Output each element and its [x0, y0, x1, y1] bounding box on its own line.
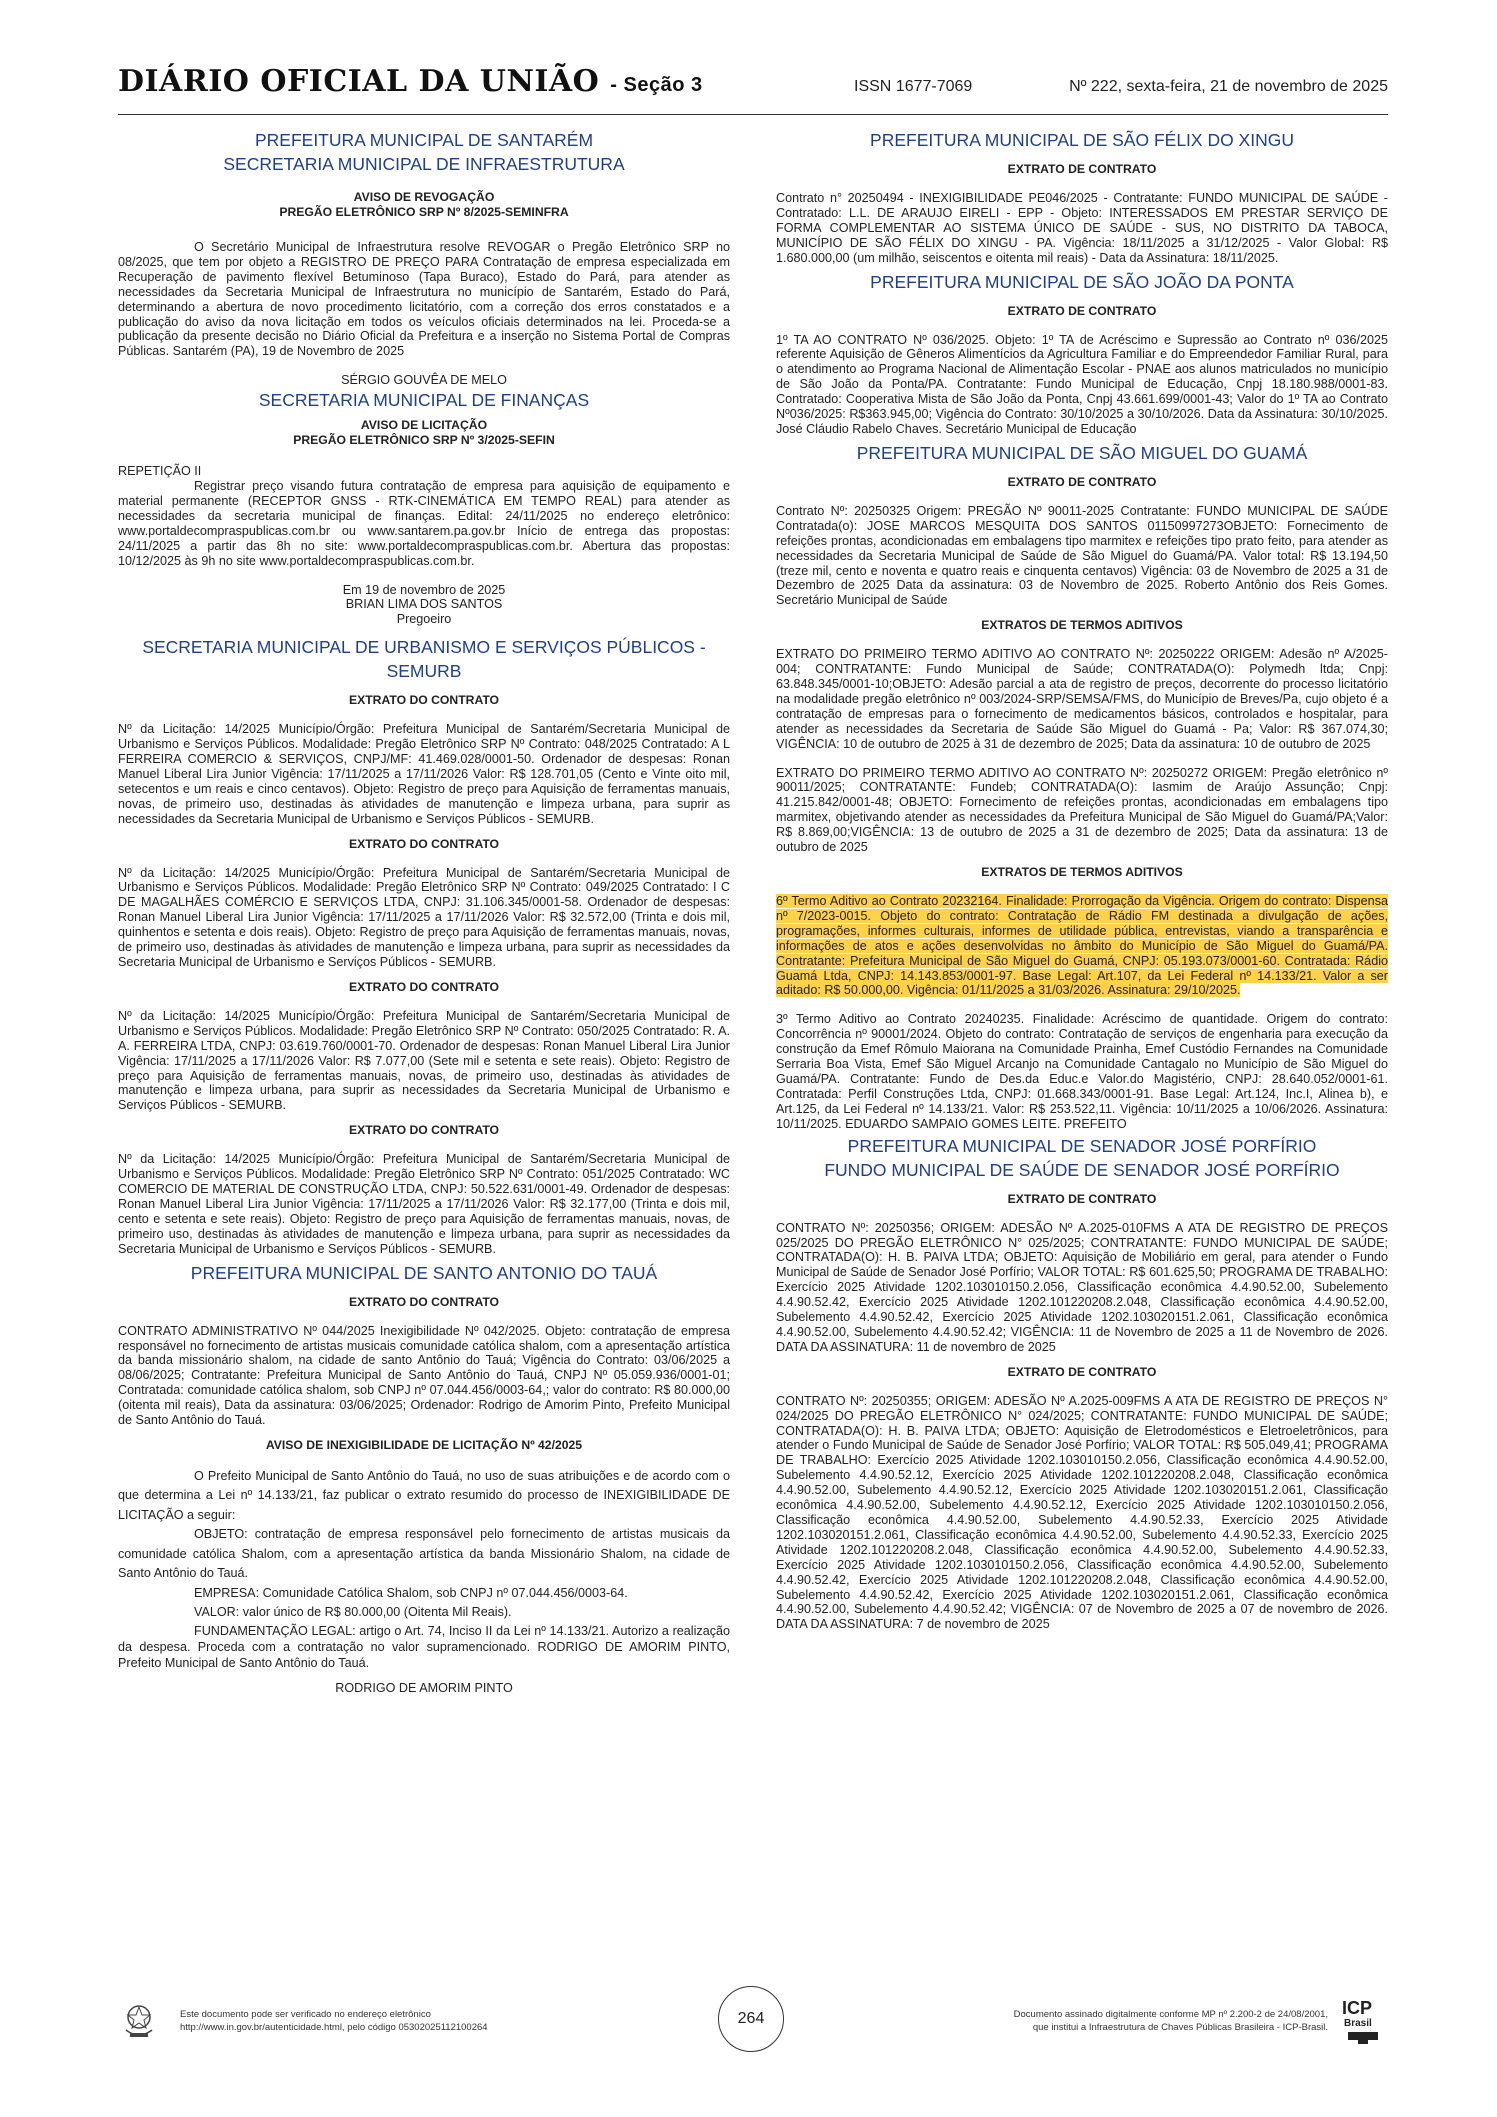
- icp-brasil-logo-icon: [1338, 1994, 1388, 2048]
- contract-extract: CONTRATO Nº: 20250356; ORIGEM: ADESÃO Nº A.2025-010FMS A ATA DE REGISTRO DE PREÇOS 025/2025 DO PREGÃO ELETRÔNICO N° 025/2025; CONTRATANTE: FUNDO MUNICIPAL DE SAÚDE; CONTRATADA(O): H. B. PAIVA LTDA; OBJETO: Aquisição de Mobiliário em geral, para atender o Fundo Municipal de Saúde de Senador José Porfírio; VALOR TOTAL: R$ 601.625,50; PROGRAMA DE TRABALHO: Exercício 2025 Atividade 1202.103010150.2.056, Classificação econômica 4.4.90.52.00, Subelemento 4.4.90.52.42, Exercício 2025 Atividade 1202.101220208.2.048, Classificação econômica 4.4.90.52.00, Subelemento 4.4.90.52.42, Exercício 2025 Atividade 1202.103020151.2.061, Classificação econômica 4.4.90.52.00, Subelemento 4.4.90.52.42; VIGÊNCIA: 11 de Novembro de 2025 a 11 de Novembro de 2026. DATA DA ASSINATURA: 11 de novembro de 2025: [776, 1220, 1388, 1354]
- section-title: EXTRATO DO CONTRATO: [348, 836, 500, 851]
- notice-subtitle: PREGÃO ELETRÔNICO SRP Nº 8/2025-SEMINFRA: [279, 205, 569, 219]
- org-heading: SECRETARIA MUNICIPAL DE URBANISMO E SERVIÇOS PÚBLICOS - SEMURB: [142, 637, 706, 682]
- coat-of-arms-icon: [118, 2000, 160, 2042]
- highlighted-amendment: [776, 894, 1388, 998]
- svg-text:ICP: ICP: [1342, 1998, 1373, 2018]
- org-heading: PREFEITURA MUNICIPAL DE SÃO MIGUEL DO GUAMÁ: [856, 442, 1308, 463]
- notice-body: VALOR: valor único de R$ 80.000,00 (Oitenta Mil Reais).: [194, 1605, 512, 1620]
- issn: ISSN 1677-7069: [854, 78, 973, 95]
- notice-body: O Secretário Municipal de Infraestrutura resolve REVOGAR o Pregão Eletrônico SRP no 08/2025, que tem por objeto a REGISTRO DE PREÇO PARA Contratação de empresa especializada em Recuperação de pavimento flexível Betuminoso (Tapa Buraco), Estado do Pará, para atender as necessidades da Secretaria Municipal de Infraestrutura no município de Santarém, Estado do Pará, determinando a abertura de novo procedimento licitatório, com a correção dos erros constatados e a publicação do aviso da nova licitação em todos os veículos oficiais determinados na lei. Proceda-se a publicação da presente decisão no Diário Oficial da Prefeitura e a inserção no Sistema Portal de Compras Públicas. Santarém (PA), 19 de Novembro de 2025: [118, 240, 730, 359]
- notice-body: O Prefeito Municipal de Santo Antônio do Tauá, no uso de suas atribuições e de acordo com o que determina a Lei nº 14.133/21, faz publicar o extrato resumido do processo de INEXIGIBILIDADE DE LICITAÇÃO a seguir:: [118, 1468, 730, 1522]
- amendment-extract: EXTRATO DO PRIMEIRO TERMO ADITIVO AO CONTRATO Nº: 20250222 ORIGEM: Adesão nº A/2025-004; CONTRATANTE: Fundo Municipal de Saúde; CONTRATADA(O): Polymedh ltda; Cnpj: 63.848.345/0001-10;OBJETO: Adesão parcial a ata de registro de preços, decorrente do processo licitatório na modalidade pregão eletrônico nº 003/2024-SRP/SEMSA/FMS, do Município de Breves/Pa, cujo objeto é a contratação de empresas para o fornecimento de medicamentos básicos, controlados e hospitalar, para atender as necessidades da Secretaria de Saúde São Miguel do Guamá - Pa; Valor: R$ 367.074,30; VIGÊNCIA: 10 de outubro de 2025 à 31 de dezembro de 2025; Data da assinatura: 10 de outubro de 2025: [776, 647, 1388, 751]
- org-heading: PREFEITURA MUNICIPAL DE SENADOR JOSÉ PORFÍRIO: [847, 1135, 1317, 1156]
- contract-extract: 1º TA AO CONTRATO Nº 036/2025. Objeto: 1º TA de Acréscimo e Supressão ao Contrato nº 036/2025 referente Aquisição de Gêneros Alimentícios da Agricultura Familiar e do Empreendedor Familiar Rural, para o atendimento ao Programa Nacional de Alimentação Escolar - PNAE aos alunos matriculados no município de São João da Ponta/PA. Contratante: Fundo Municipal de Educação, Cnpj 18.180.988/0001-83. Contratado: Cooperativa Mista de São João da Ponta, Cnpj 43.661.699/0001-43; Valor do 1º TA ao Contrato Nº036/2025: R$363.945,00; Vigência do Contrato: 30/10/2025 a 30/10/2026. Data da Assinatura: 30/10/2025. José Cláudio Rabelo Chaves. Secretário Municipal de Educação: [776, 332, 1388, 436]
- org-heading: PREFEITURA MUNICIPAL DE SÃO FÉLIX DO XINGU: [870, 130, 1294, 150]
- org-heading: PREFEITURA MUNICIPAL DE SANTARÉM: [254, 130, 594, 150]
- page-header: [118, 64, 1388, 115]
- notice-title: AVISO DE LICITAÇÃO: [360, 418, 488, 433]
- org-heading: SECRETARIA MUNICIPAL DE FINANÇAS: [258, 390, 590, 411]
- verification-link[interactable]: http://www.in.gov.br/autenticidade.html, pelo código 05302025112100264: [180, 2022, 488, 2033]
- journal-name: DIÁRIO OFICIAL DA UNIÃO: [118, 64, 600, 99]
- signature-line: Documento assinado digitalmente conforme MP nº 2.200-2 de 24/08/2001,: [1013, 2009, 1328, 2020]
- signer: BRIAN LIMA DOS SANTOS: [345, 597, 503, 612]
- notice-body: EMPRESA: Comunidade Católica Shalom, sob CNPJ nº 07.044.456/0003-64.: [194, 1585, 628, 1600]
- section-title: EXTRATO DE CONTRATO: [1007, 1364, 1157, 1379]
- contract-extract: Nº da Licitação: 14/2025 Município/Órgão: Prefeitura Municipal de Santarém/Secretaria Municipal de Urbanismo e Serviços Públicos. Modalidade: Pregão Eletrônico SRP Nº Contrato: 051/2025 Contratado: WC COMERCIO DE MATERIAL DE CONSTRUÇÃO LTDA, CNPJ: 50.522.631/0001-49. Ordenador de despesas: Ronan Manuel Liberal Lira Junior Vigência: 17/11/2025 a 17/11/2026 Valor: R$ 32.177,00 (Trinta e dois mil, cento e setenta e sete reais). Objeto: Registro de preço para Aquisição de ferramentas manuais, novas, de primeiro uso, destinadas às atividades de manutenção e limpeza urbana, para suprir as necessidades da Secretaria Municipal de Urbanismo e Serviços Públicos - SEMURB.: [118, 1152, 730, 1256]
- org-heading: PREFEITURA MUNICIPAL DE SÃO JOÃO DA PONTA: [870, 271, 1294, 292]
- signature-note: [1014, 2008, 1328, 2034]
- section-title: EXTRATO DE CONTRATO: [1007, 1191, 1157, 1206]
- right-column: [776, 128, 1388, 1632]
- verification-line: Este documento pode ser verificado no endereço eletrônico: [180, 2009, 431, 2020]
- section-title: EXTRATO DO CONTRATO: [348, 979, 500, 994]
- section-title: EXTRATOS DE TERMOS ADITIVOS: [981, 618, 1183, 633]
- org-heading: FUNDO MUNICIPAL DE SAÚDE DE SENADOR JOSÉ PORFÍRIO: [824, 1159, 1340, 1180]
- contract-extract: CONTRATO ADMINISTRATIVO Nº 044/2025 Inexigibilidade Nº 042/2025. Objeto: contratação de empresa responsável no fornecimento de artistas musicais comunidade católica shalom, com a apresentação artística da banda missionário shalom, na cidade de santo Antônio do Tauá; Vigência do Contrato: 03/06/2025 a 08/06/2025; Contratante: Prefeitura Municipal de Santo Antônio do Tauá, CNPJ Nº 05.059.936/0001-01; Contratada: comunidade católica shalom, sob CNPJ nº 07.044.456/0003-64,; valor do contrato: R$ 80.000,00 (oitenta mil reais), Data da assinatura: 03/06/2025; Ordenador: Rodrigo de Amorim Pinto, Prefeito Municipal de Santo Antônio do Tauá.: [118, 1323, 730, 1428]
- org-heading: PREFEITURA MUNICIPAL DE SANTO ANTONIO DO TAUÁ: [190, 1262, 658, 1283]
- signer: SÉRGIO GOUVÊA DE MELO: [341, 373, 507, 388]
- date-line: Em 19 de novembro de 2025: [342, 582, 506, 597]
- amendment-text: 6º Termo Aditivo ao Contrato 20232164. Finalidade: Prorrogação da Vigência. Origem do contrato: Dispensa nº 7/2023-0015. Objeto do contrato: Contratação de Rádio FM destinada a divulgação de ações, programações, informes culturais, informes de utilidade pública, entrevistas, viando a transparência e informações de atos e ações desenvolvidas no âmbito do Município de São Miguel do Guamá/PA. Contratante: Prefeitura Municipal de São Miguel do Guamá, CNPJ: 05.193.073/0001-60. Contratada: Rádio Guamá Ltda, CNPJ: 14.143.853/0001-97. Base Legal: Art.107, da Lei Federal nº 14.133/21. Valor a ser aditado: R$ 50.000,00. Vigência: 01/11/2025 a 31/03/2026. Assinatura: 29/10/2025.: [776, 894, 1388, 998]
- page-number: 264: [718, 1986, 784, 2052]
- page-footer: [118, 1986, 1388, 2056]
- section-title: EXTRATO DE CONTRATO: [1007, 303, 1157, 318]
- signer: RODRIGO DE AMORIM PINTO: [335, 1680, 513, 1695]
- section-title: EXTRATO DO CONTRATO: [348, 1294, 500, 1309]
- notice-body: OBJETO: contratação de empresa responsável pelo fornecimento de artistas musicais da comunidade católica Shalom, com a apresentação artística da banda Missionário Shalom, na cidade de Santo Antônio do Tauá.: [118, 1527, 730, 1581]
- notice-body: Registrar preço visando futura contratação de empresa para aquisição de equipamento e material permanente (RECEPTOR GNSS - RTK-CINEMÁTICA EM TEMPO REAL) para atender as necessidades da secretaria municipal de finanças. Edital: 24/11/2025 no endereço eletrônico: www.portaldecompraspublicas.com.br ou www.santarem.pa.gov.br Início de entrega das propostas: 24/11/2025 a partir das 8h no site: www.portaldecompraspublicas.com.br. Abertura das propostas: 10/12/2025 às 9h no site www.portaldecompraspublicas.com.br.: [118, 479, 730, 568]
- section-title: EXTRATO DE CONTRATO: [1007, 162, 1157, 176]
- org-heading: SECRETARIA MUNICIPAL DE INFRAESTRUTURA: [223, 154, 625, 174]
- journal-title: [118, 64, 703, 99]
- signature-line: que institui a Infraestrutura de Chaves Públicas Brasileira - ICP-Brasil.: [1032, 2022, 1328, 2033]
- left-column: [118, 128, 730, 1696]
- contract-extract: CONTRATO Nº: 20250355; ORIGEM: ADESÃO Nº A.2025-009FMS A ATA DE REGISTRO DE PREÇOS N° 024/2025 DO PREGÃO ELETRÔNICO N° 024/2025; CONTRATANTE: FUNDO MUNICIPAL DE SAÚDE; CONTRATADA(O): H. B. PAIVA LTDA; OBJETO: Aquisição de Eletrodomésticos e Eletroeletrônicos, para atender o Fundo Municipal de Saúde de Senador José Porfírio; VALOR TOTAL: R$ 505.049,41; PROGRAMA DE TRABALHO: Exercício 2025 Atividade 1202.103010150.2.056, Classificação econômica 4.4.90.52.00, Subelemento 4.4.90.52.12, Exercício 2025 Atividade 1202.101220208.2.048, Classificação econômica 4.4.90.52.00, Subelemento 4.4.90.52.12, Exercício 2025 Atividade 1202.103020151.2.061, Classificação econômica 4.4.90.52.00, Subelemento 4.4.90.52.12, Exercício 2025 Atividade 1202.103010150.2.056, Classificação econômica 4.4.90.52.00, Subelemento 4.4.90.52.33, Exercício 2025 Atividade 1202.103020151.2.061, Classificação econômica 4.4.90.52.00, Subelemento 4.4.90.52.33, Exercício 2025 Atividade 1202.101220208.2.048, Classificação econômica 4.4.90.52.00, Subelemento 4.4.90.52.33, Exercício 2025 Atividade 1202.103010150.2.056, Classificação econômica 4.4.90.52.00, Subelemento 4.4.90.52.42, Exercício 2025 Atividade 1202.101220208.2.048, Classificação econômica 4.4.90.52.00, Subelemento 4.4.90.52.42, Exercício 2025 Atividade 1202.103020151.2.061, Classificação econômica 4.4.90.52.00, Subelemento 4.4.90.52.42; VIGÊNCIA: 07 de Novembro de 2025 a 07 de novembro de 2026. DATA DA ASSINATURA: 7 de novembro de 2025: [776, 1393, 1388, 1632]
- journal-section: - Seção 3: [610, 74, 703, 96]
- section-title: EXTRATO DE CONTRATO: [1007, 474, 1157, 489]
- notice-title: AVISO DE REVOGAÇÃO: [353, 190, 495, 204]
- section-title: EXTRATO DO CONTRATO: [348, 1123, 500, 1138]
- section-title: EXTRATO DO CONTRATO: [348, 693, 500, 708]
- contract-extract: Contrato n° 20250494 - INEXIGIBILIDADE PE046/2025 - Contratante: FUNDO MUNICIPAL DE SAÚDE - Contratado: L.L. DE ARAUJO EIRELI - EPP - Objeto: INTERESSADOS EM PRESTAR SERVIÇO DE FORMA COMPLEMENTAR AO SISTEMA ÚNICO DE SAÚDE - SUS, NO DISTRITO DA TABOCA, MUNICÍPIO DE SÃO FÉLIX DO XINGU - PA. Vigência: 18/11/2025 a 31/12/2025 - Valor Global: R$ 1.680.000,00 (um milhão, seiscentos e oitenta mil reais) - Data da Assinatura: 18/11/2025.: [776, 191, 1388, 265]
- signer-role: Pregoeiro: [396, 612, 452, 627]
- section-title: EXTRATOS DE TERMOS ADITIVOS: [981, 865, 1183, 879]
- verification-note: [180, 2008, 488, 2034]
- contract-extract: Nº da Licitação: 14/2025 Município/Órgão: Prefeitura Municipal de Santarém/Secretaria Municipal de Urbanismo e Serviços Públicos. Modalidade: Pregão Eletrônico SRP Nº Contrato: 048/2025 Contratado: A L FERREIRA COMERCIO & SERVIÇOS, CNPJ/MF: 41.469.028/0001-50. Ordenador de despesas: Ronan Manuel Liberal Lira Junior Vigência: 17/11/2025 a 17/11/2026 Valor: R$ 128.701,05 (Cento e Vinte oito mil, setecentos e um reais e cinco centavos). Objeto: Registro de preço para Aquisição de ferramentas manuais, novas, de primeiro uso, destinadas às atividades de manutenção e limpeza urbana, para suprir as necessidades da Secretaria Municipal de Urbanismo e Serviços Públicos - SEMURB.: [118, 722, 730, 826]
- contract-extract: Contrato Nº: 20250325 Origem: PREGÃO Nº 90011-2025 Contratante: FUNDO MUNICIPAL DE SAÚDE Contratada(o): JOSE MARCOS MESQUITA DOS SANTOS 01150997273OBJETO: Fornecimento de refeições prontas, acondicionadas em embalagens tipo marmitex e refeições tipo prato feito, para atender as necessidades da Secretaria Municipal de Saúde de São Miguel do Guamá/PA. Valor total: R$ 13.194,50 (treze mil, cento e noventa e quatro reais e cinquenta centavos) Vigência: 03 de Novembro de 2025 a 31 de Dezembro de 2025 Data da assinatura: 03 de Novembro de 2025. Roberto Antônio dos Reis Gomes. Secretário Municipal de Saúde: [776, 503, 1388, 608]
- amendment-extract: EXTRATO DO PRIMEIRO TERMO ADITIVO AO CONTRATO Nº: 20250272 ORIGEM: Pregão eletrônico nº 90011/2025; CONTRATANTE: Fundeb; CONTRATADA(O): Iasmim de Araújo Assunção; Cnpj: 41.215.842/0001-48; OBJETO: Fornecimento de refeições prontas, acondicionadas em embalagens tipo marmitex, objetivando atender as necessidades da Prefeitura Municipal de São Miguel do Guamá/PA;Valor: R$ 8.869,00;VIGÊNCIA: 13 de outubro de 2025 a 31 de dezembro de 2025; Data da assinatura: 13 de outubro de 2025: [776, 765, 1388, 855]
- contract-extract: Nº da Licitação: 14/2025 Município/Órgão: Prefeitura Municipal de Santarém/Secretaria Municipal de Urbanismo e Serviços Públicos. Modalidade: Pregão Eletrônico SRP Nº Contrato: 049/2025 Contratado: I C DE MAGALHÃES COMÉRCIO E SERVIÇOS LTDA, CNPJ: 31.106.345/0001-58. Ordenador de despesas: Ronan Manuel Liberal Lira Junior Vigência: 17/11/2025 a 17/11/2026 Valor: R$ 32.572,00 (Trinta e dois mil, quinhentos e setenta e dois reais). Objeto: Registro de preço para Aquisição de ferramentas manuais, novas, de primeiro uso, destinadas às atividades de manutenção e limpeza urbana, para suprir as necessidades da Secretaria Municipal de Urbanismo e Serviços Públicos - SEMURB.: [118, 865, 730, 969]
- issue-date: Nº 222, sexta-feira, 21 de novembro de 2025: [1069, 78, 1388, 95]
- amendment-extract: 3º Termo Aditivo ao Contrato 20240235. Finalidade: Acréscimo de quantidade. Origem do contrato: Concorrência nº 90001/2024. Objeto do contrato: Contratação de serviços de engenharia para execução da construção da Emef Rômulo Maiorana na Comunidade Prainha, Emef Custódio Fernandes na Comunidade Serraria Boa Vista, Emef São Miguel Arcanjo na Comunidade Cantagalo no Município de São Miguel do Guamá/PA. Contratante: Fundo de Des.da Educ.e Valor.do Magistério, CNPJ: 28.640.052/0001-61. Contratada: Perfil Construções Ltda, CNPJ: 01.668.343/0001-91. Base Legal: Art.124, Inc.I, Alinea b), e Art.125, da Lei Federal nº 14.133/21. Valor: R$ 253.522,11. Vigência: 10/11/2025 a 10/06/2026. Assinatura: 10/11/2025. EDUARDO SAMPAIO GOMES LEITE. PREFEITO: [776, 1012, 1388, 1131]
- contract-extract: Nº da Licitação: 14/2025 Município/Órgão: Prefeitura Municipal de Santarém/Secretaria Municipal de Urbanismo e Serviços Públicos. Modalidade: Pregão Eletrônico SRP Nº Contrato: 050/2025 Contratado: R. A. A. FERREIRA LTDA, CNPJ: 03.619.760/0001-70. Ordenador de despesas: Ronan Manuel Liberal Lira Junior Vigência: 17/11/2025 a 17/11/2026 Valor: R$ 7.077,00 (Sete mil e setenta e sete reais). Objeto: Registro de preço para Aquisição de ferramentas manuais, novas, de primeiro uso, destinadas às atividades de manutenção e limpeza urbana, para suprir as necessidades da Secretaria Municipal de Urbanismo e Serviços Públicos - SEMURB.: [118, 1008, 730, 1113]
- notice-ref: REPETIÇÃO II: [118, 464, 202, 479]
- svg-text:Brasil: Brasil: [1344, 2018, 1372, 2029]
- notice-subtitle: PREGÃO ELETRÔNICO SRP Nº 3/2025-SEFIN: [293, 433, 555, 448]
- section-title: AVISO DE INEXIGIBILIDADE DE LICITAÇÃO Nº 42/2025: [265, 1437, 583, 1452]
- notice-body: FUNDAMENTAÇÃO LEGAL: artigo o Art. 74, Inciso II da Lei nº 14.133/21. Autorizo a realização da despesa. Proceda com a contratação no valor supramencionado. RODRIGO DE AMORIM PINTO, Prefeito Municipal de Santo Antônio do Tauá.: [118, 1623, 730, 1670]
